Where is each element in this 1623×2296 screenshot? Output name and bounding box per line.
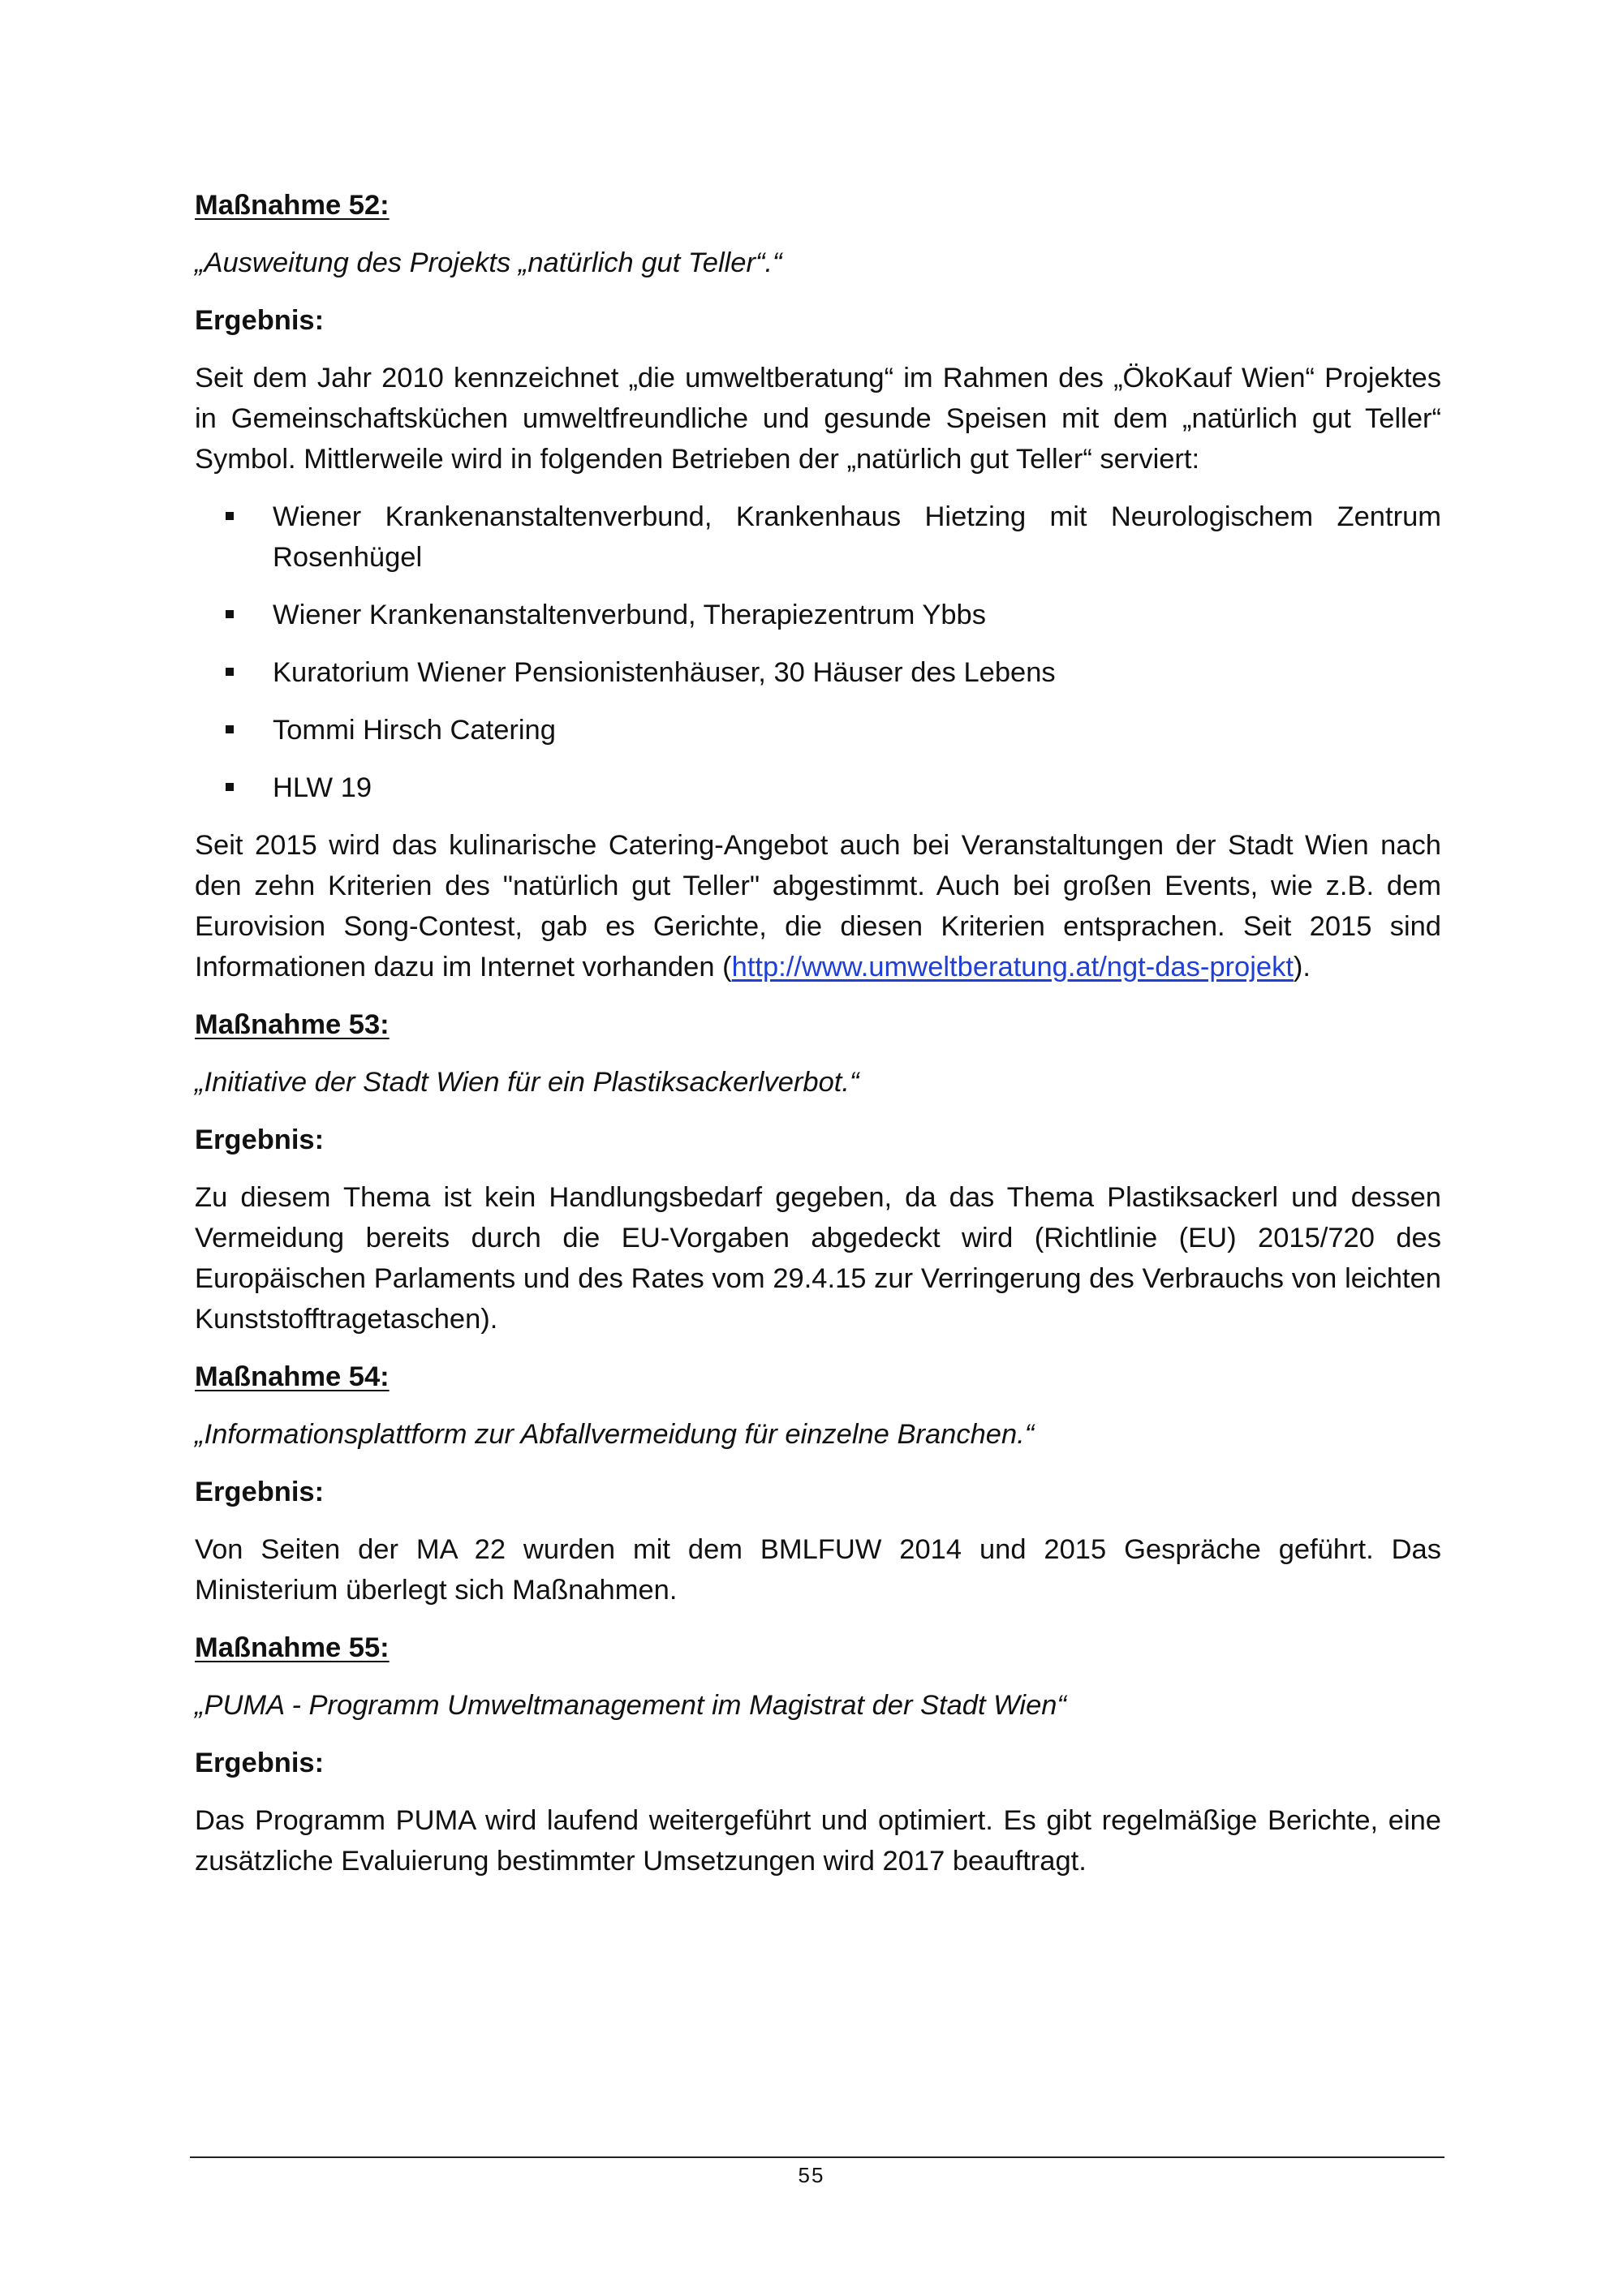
list-item-text: Wiener Krankenanstaltenverbund, Krankenhaus Hietzing mit Neurologischem Zentrum Rosenhügel <box>273 501 1441 573</box>
list-item <box>195 652 1441 693</box>
measure-52-result-label: Ergebnis: <box>195 305 325 336</box>
measure-52-outro-end: ). <box>1293 952 1311 982</box>
list-item-text: HLW 19 <box>273 772 372 803</box>
measure-53-result-label: Ergebnis: <box>195 1124 325 1155</box>
measure-54-heading: Maßnahme 54: <box>195 1361 390 1392</box>
square-bullet-icon <box>226 725 234 733</box>
square-bullet-icon <box>226 783 234 791</box>
measure-52-outro-text: Seit 2015 wird das kulinarische Catering-Angebot auch bei Veranstaltungen der Stadt Wien nach den zehn Kriterien des "natürlich gut Teller" abgestimmt. Auch bei großen Events, wie z.B. dem Eurovision Song-Contest, gab es Gerichte, die diesen Kriterien entsprachen. Seit 2015 sind Informationen dazu im Internet vorhanden ( <box>195 830 1441 982</box>
measure-54-body: Von Seiten der MA 22 wurden mit dem BMLFUW 2014 und 2015 Gespräche geführt. Das Ministerium überlegt sich Maßnahmen. <box>195 1534 1441 1606</box>
list-item <box>195 710 1441 750</box>
footer-divider <box>190 2156 1444 2158</box>
measure-52-title: „Ausweitung des Projekts „natürlich gut Teller“.“ <box>195 247 782 278</box>
measure-52-heading: Maßnahme 52: <box>195 190 390 221</box>
measure-52-outro <box>195 825 1441 987</box>
page-number: 55 <box>798 2163 825 2187</box>
measure-55-heading: Maßnahme 55: <box>195 1632 390 1663</box>
measure-53-heading: Maßnahme 53: <box>195 1009 390 1040</box>
measure-54-result-label: Ergebnis: <box>195 1477 325 1507</box>
measure-52-bullet-list <box>195 497 1441 808</box>
umweltberatung-link[interactable]: http://www.umweltberatung.at/ngt-das-projekt <box>731 952 1294 982</box>
measure-53-body: Zu diesem Thema ist kein Handlungsbedarf gegeben, da das Thema Plastiksackerl und dessen Vermeidung bereits durch die EU-Vorgaben abgedeckt wird (Richtlinie (EU) 2015/720 des Europäischen Parlaments und des Rates vom 29.4.15 zur Verringerung des Verbrauchs von leichten Kunststofftragetaschen). <box>195 1182 1441 1335</box>
measure-55-body: Das Programm PUMA wird laufend weitergeführt und optimiert. Es gibt regelmäßige Berichte, eine zusätzliche Evaluierung bestimmter Umsetzungen wird 2017 beauftragt. <box>195 1805 1441 1877</box>
measure-54-section <box>195 1357 1441 1610</box>
measure-54-title: „Informationsplattform zur Abfallvermeidung für einzelne Branchen.“ <box>195 1419 1035 1450</box>
measure-53-section <box>195 1004 1441 1339</box>
page-content <box>195 185 1441 1898</box>
list-item-text: Wiener Krankenanstaltenverbund, Therapiezentrum Ybbs <box>273 600 986 630</box>
measure-52-section <box>195 185 1441 987</box>
list-item-text: Tommi Hirsch Catering <box>273 715 556 746</box>
measure-55-title: „PUMA - Programm Umweltmanagement im Magistrat der Stadt Wien“ <box>195 1690 1066 1721</box>
list-item-text: Kuratorium Wiener Pensionistenhäuser, 30 Häuser des Lebens <box>273 657 1056 688</box>
list-item <box>195 595 1441 635</box>
measure-55-section <box>195 1627 1441 1881</box>
measure-52-intro: Seit dem Jahr 2010 kennzeichnet „die umweltberatung“ im Rahmen des „ÖkoKauf Wien“ Projektes in Gemeinschaftsküchen umweltfreundliche und gesunde Speisen mit dem „natürlich gut Teller“ Symbol. Mittlerweile wird in folgenden Betrieben der „natürlich gut Teller“ serviert: <box>195 363 1441 475</box>
square-bullet-icon <box>226 668 234 676</box>
square-bullet-icon <box>226 512 234 520</box>
measure-55-result-label: Ergebnis: <box>195 1748 325 1778</box>
square-bullet-icon <box>226 610 234 618</box>
measure-53-title: „Initiative der Stadt Wien für ein Plastiksackerlverbot.“ <box>195 1067 859 1098</box>
list-item <box>195 767 1441 808</box>
list-item <box>195 497 1441 578</box>
